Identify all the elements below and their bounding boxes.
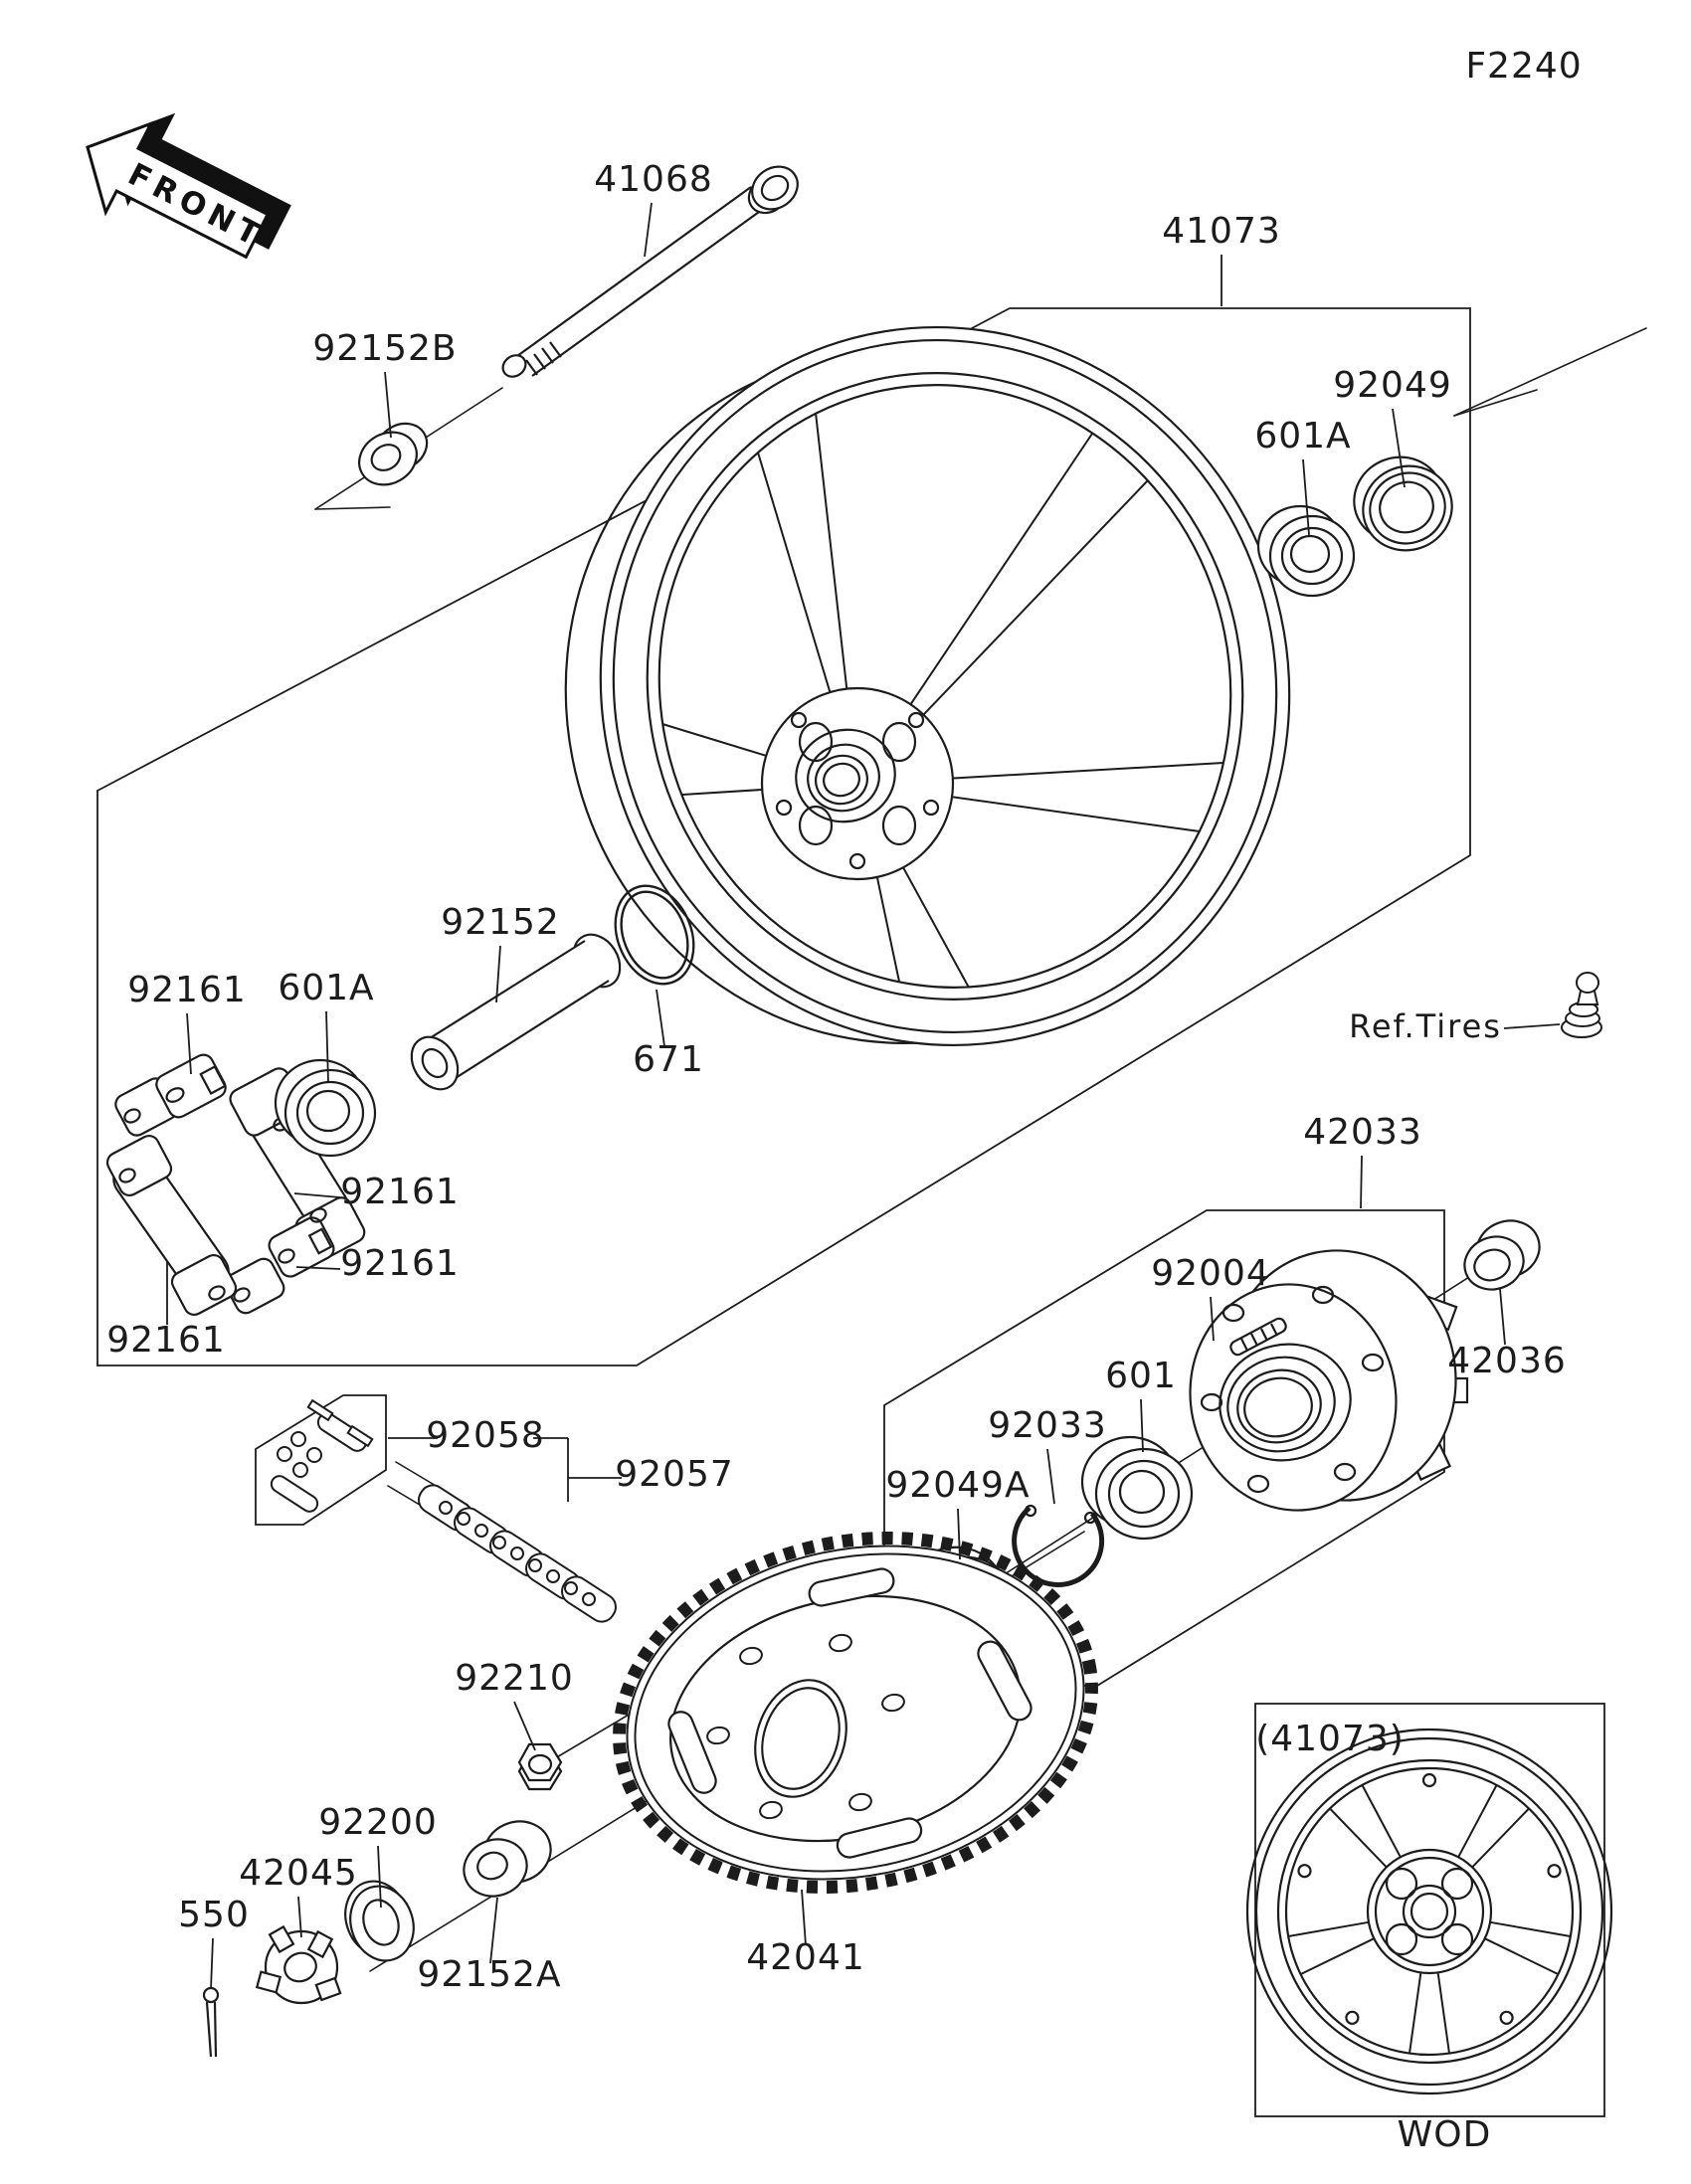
part-label-671: 671 (633, 1039, 704, 1080)
rear-wheel-drawing (488, 250, 1370, 1123)
page-code-label: F2240 (1465, 46, 1583, 87)
part-label-92057: 92057 (615, 1454, 734, 1495)
part-label-92004: 92004 (1151, 1253, 1270, 1294)
part-label-92210: 92210 (455, 1658, 574, 1699)
front-direction-arrow (65, 87, 302, 285)
part-label-92152B: 92152B (312, 328, 458, 369)
part-label-92161-b: 92161 (340, 1172, 460, 1212)
part-label-42033: 42033 (1303, 1112, 1422, 1153)
ref-tires-label: Ref.Tires (1349, 1007, 1502, 1045)
castle-nut-drawing (257, 1926, 340, 2003)
inset-wheel-drawing (1247, 1729, 1611, 2093)
part-label-42041: 42041 (746, 1937, 865, 1978)
part-label-41073: 41073 (1162, 211, 1281, 252)
part-label-601: 601 (1105, 1356, 1177, 1396)
part-label-550: 550 (178, 1895, 250, 1935)
inset-footnote-label: WOD (1397, 2114, 1492, 2155)
part-label-92033: 92033 (988, 1405, 1107, 1446)
part-label-92161-c: 92161 (340, 1243, 460, 1284)
part-label-92200: 92200 (318, 1802, 438, 1843)
inset-caption-label: (41073) (1255, 1719, 1405, 1759)
part-label-92152: 92152 (441, 902, 560, 943)
sprocket-drawing (586, 1496, 1124, 1929)
sprocket-nut-drawing (519, 1744, 561, 1789)
sprocket-collar-drawing (456, 1812, 559, 1905)
valve-stem-drawing (1562, 973, 1601, 1037)
hub-cap-drawing (1457, 1212, 1548, 1298)
cotter-pin-drawing (204, 1988, 218, 2057)
axle-collar-drawing (350, 415, 436, 495)
chain-drawing (414, 1480, 621, 1626)
part-label-42045: 42045 (239, 1853, 358, 1894)
part-label-41068: 41068 (594, 159, 713, 200)
front-label: FRONT (122, 156, 271, 256)
part-label-92152A: 92152A (417, 1954, 562, 1995)
part-label-92161-d: 92161 (106, 1320, 226, 1361)
part-label-92058: 92058 (426, 1415, 545, 1456)
spacer-tube-drawing (402, 926, 629, 1098)
master-link-drawing (269, 1400, 372, 1515)
part-label-92049A: 92049A (885, 1465, 1031, 1506)
part-label-92049: 92049 (1333, 365, 1452, 406)
part-label-42036: 42036 (1447, 1341, 1567, 1381)
part-label-601A-left: 601A (278, 968, 375, 1008)
right-seal-drawing (1342, 445, 1463, 563)
part-label-92161-a: 92161 (127, 970, 247, 1010)
circlip-drawing (1015, 1506, 1102, 1584)
part-label-601A-right: 601A (1254, 416, 1352, 456)
